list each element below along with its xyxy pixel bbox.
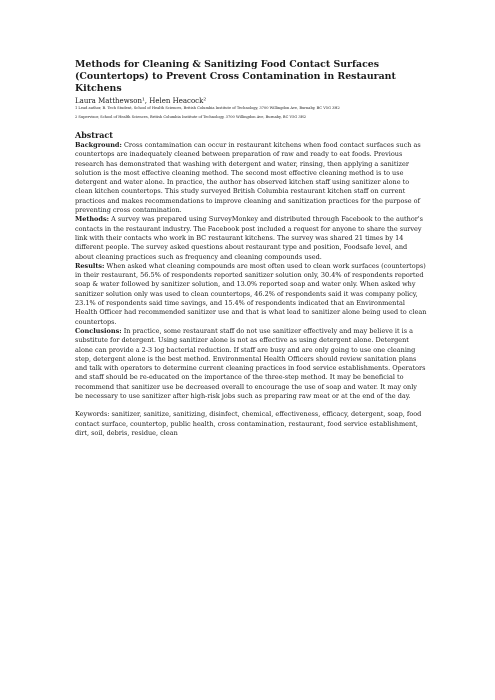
results-paragraph	[75, 262, 427, 327]
conclusions-label: Conclusions:	[75, 326, 122, 335]
results-text: When asked what cleaning compounds are most often used to clean work surfaces (countertops) in their restaurant, 56.5% of respondents reported sanitizer solution only, 30.4% of respondents reported soap & water followed by sanitizer solution, and 13.0% reported soap and water only. When asked why sanitizer solution only was used to clean countertops, 46.2% of respondents said it was company policy, 23.1% of respondents said time savings, and 15.4% of respondents indicated that an Environmental Health Officer had recommended sanitizer use and that is what lead to sanitizer alone being used to clean countertops.	[75, 261, 427, 326]
keywords-text: sanitizer, sanitize, sanitizing, disinfect, chemical, effectiveness, efficacy, detergent, soap, food contact surface, countertop, public health, cross contamination, restaurant, food service establishment, dirt, soil, debris, residue, clean	[75, 410, 422, 437]
background-label: Background:	[75, 141, 122, 149]
keywords-paragraph	[75, 410, 427, 438]
keywords-label: Keywords:	[75, 410, 110, 419]
methods-label: Methods:	[75, 215, 109, 224]
results-label: Results:	[75, 261, 105, 270]
author-list: Laura Matthewson¹, Helen Heacock²	[75, 97, 207, 105]
abstract-body	[75, 141, 427, 438]
paper-title: Methods for Cleaning & Sanitizing Food Contact Surfaces (Countertops) to Prevent Cross Contamination in Restaurant Kitchens	[75, 59, 396, 94]
background-text: Cross contamination can occur in restaurant kitchens when food contact surfaces such as countertops are inadequately cleaned between preparation of raw and ready to eat foods. Previous research has demonstrated that washing with detergent and water, rinsing, then applying a sanitizer solution is the most effective cleaning method. The second most effective cleaning method is to use detergent and water alone. In practice, the author has observed kitchen staff using sanitizer alone to clean kitchen countertops. This study surveyed British Columbia restaurant kitchen staff on current practices and makes recommendations to improve cleaning and sanitization practices for the purpose of preventing cross contamination.	[75, 141, 421, 215]
conclusions-paragraph	[75, 327, 427, 401]
methods-text: A survey was prepared using SurveyMonkey and distributed through Facebook to the author's contacts in the restaurant industry. The Facebook post included a request for anyone to share the survey link with their contacts who work in BC restaurant kitchens. The survey was shared 21 times by 14 different people. The survey asked questions about restaurant type and position, Foodsafe level, and about cleaning practices such as frequency and cleaning compounds used.	[75, 215, 423, 261]
abstract-heading: Abstract	[75, 130, 113, 140]
methods-paragraph	[75, 215, 427, 261]
affiliation-2: 2 Supervisor, School of Health Sciences, British Columbia Institute of Technology, 3700 Willingdon Ave, Burnaby, BC V5G 3H2	[75, 115, 307, 119]
affiliation-1: 1 Lead author, B. Tech Student, School of Health Sciences, British Columbia Institute of Technology, 3700 Willingdon Ave, Burnaby, BC V5G 3H2	[75, 106, 340, 110]
background-paragraph	[75, 141, 427, 215]
conclusions-text: In practice, some restaurant staff do not use sanitizer effectively and may believe it is a substitute for detergent. Using sanitizer alone is not as effective as using detergent alone. Detergent alone can provide a 2-3 log bacterial reduction. If staff are busy and are only going to use one cleaning step, detergent alone is the best method. Environmental Health Officers should review sanitation plans and talk with operators to determine current cleaning practices in food service establishments. Operators and staff should be re-educated on the importance of the three-step method. It may be beneficial to recommend that sanitizer use be decreased overall to encourage the use of soap and water. It may only be necessary to use sanitizer after high-risk jobs such as preparing raw meat or at the end of the day.	[75, 326, 426, 401]
